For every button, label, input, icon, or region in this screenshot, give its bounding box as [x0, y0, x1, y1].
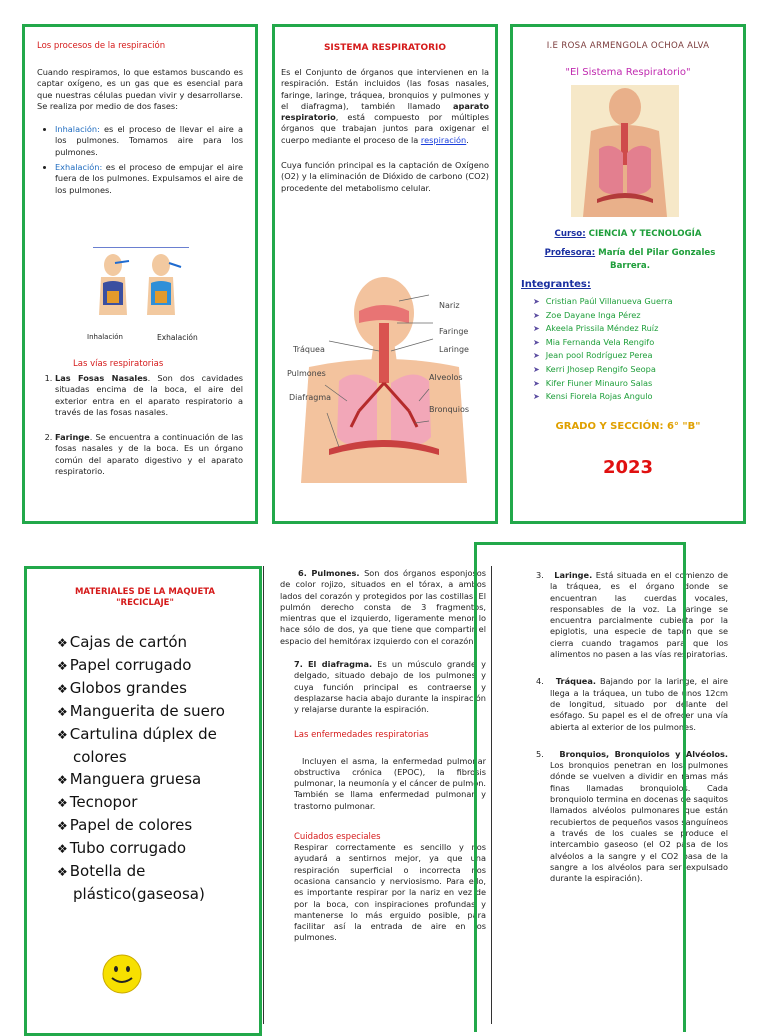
- processes-title: Los procesos de la respiración: [37, 41, 166, 51]
- member-item: ➤ Kensi Fiorela Rojas Angulo: [533, 391, 653, 402]
- item-trachea: 4. Tráquea. Bajando por la laringe, el aire llega a la tráquea, un tubo de unos 12cm de longitud, situado por delante del esófago. Su papel es el de ofrecer una vía abierta al exterior de los pulmones.: [536, 676, 728, 732]
- member-item: ➤ Jean pool Rodríguez Perea: [533, 350, 653, 361]
- airways-title: Las vías respiratorias: [73, 359, 164, 369]
- panel-respiration-processes: [22, 24, 258, 524]
- member-item: ➤ Kifer Fiuner Minauro Salas: [533, 377, 653, 388]
- panel-lungs-diseases: [280, 568, 486, 944]
- system-function: Cuya función principal es la captación de Oxígeno (O2) y la eliminación de Dióxido de carbono (CO2) procedente del metabolismo celular.: [281, 160, 489, 193]
- material-item: ❖ Cartulina dúplex de colores: [57, 725, 217, 766]
- item-lungs: 6. Pulmones. Son dos órganos esponjosos de color rojizo, situados en el tórax, a ambos lados del corazón y protegidos por las costillas. El pulmón derecho consta de 3 fragmentos, mientras que el izquierdo, ligeramente menor lo hace sólo de dos, ya que tiene que compartir el espacio del hemitórax izquierdo con el corazón.: [280, 568, 486, 646]
- label-larynx: Laringe: [439, 345, 469, 354]
- label-diaphragm: Diafragma: [289, 393, 332, 402]
- care-text: Respirar correctamente es sencillo y nos ayudará a sentirnos mejor, ya que una respiración superficial o incorrecta nos ocasiona cansancio y nerviosismo. Para ello, es importante respirar por la nariz en vez de por la boca, con inspiraciones profundas y mantenerse lo más erguido posible, para facilitar así la entrada de aire en los pulmones.: [294, 842, 486, 943]
- airways-list: [37, 373, 243, 477]
- materials-list: [57, 631, 257, 905]
- material-item: ❖ Manguera gruesa: [57, 770, 202, 788]
- label-trachea: Tráquea: [293, 345, 325, 354]
- phase-inhalation: • Inhalación: es el proceso de llevar el aire a los pulmones. Tomamos aire para los pulmones.: [55, 124, 243, 158]
- school-name: I.E ROSA ARMENGOLA OCHOA ALVA: [546, 41, 710, 51]
- panel-respiratory-system: [272, 24, 498, 524]
- cover-title: "El Sistema Respiratorio": [565, 67, 691, 78]
- item-bronchi: 5. Bronquios, Bronquiolos y Alvéolos. Los bronquios penetran en los pulmones dónde se vuelven a dividir en ramas más finas llamadas bronquiolos. Cada bronquiolo termina en docenas de saquitos llamados alvéolos pulmonares que están recubiertos de pequeños vasos sanguíneos a través de los cuales se produce el intercambio gaseoso (el O2 pasa de los alvéolos a la sangre y el CO2 pasa de la sangre a los alvéolos para ser expulsado durante la espiración).: [536, 748, 728, 884]
- cover-illustration: [571, 85, 679, 217]
- caption-inhalation: Inhalación: [87, 333, 123, 341]
- respiration-link[interactable]: respiración: [420, 134, 467, 145]
- label-bronchi: Bronquios: [429, 405, 469, 414]
- grade-section: GRADO Y SECCIÓN: 6° "B": [555, 421, 701, 432]
- member-item: ➤ Akeela Prissila Méndez Ruíz: [533, 323, 659, 334]
- material-item: ❖ Papel corrugado: [57, 656, 192, 674]
- material-item: ❖ Globos grandes: [57, 679, 187, 697]
- smiley-icon: [101, 953, 143, 995]
- diseases-text: Incluyen el asma, la enfermedad pulmonar obstructiva crónica (EPOC), la fibrosis pulmonar, la neumonía y el cáncer de pulmón. También se llama enfermedad pulmonar y trastorno pulmonar.: [294, 755, 486, 811]
- label-lungs: Pulmones: [287, 369, 326, 378]
- airway-nasal: 1. Las Fosas Nasales. Son dos cavidades situadas encima de la boca, el aire del exterior entra en el aparato respiratorio a través de las fosas nasales.: [55, 373, 243, 418]
- material-item: ❖ Manguerita de suero: [57, 702, 225, 720]
- member-item: ➤ Mia Fernanda Vela Rengifo: [533, 336, 655, 347]
- material-item: ❖ Tecnopor: [57, 793, 138, 811]
- phase-exhalation: • Exhalación: es el proceso de empujar el aire fuera de los pulmones. Expulsamos el aire de los pulmones.: [55, 162, 243, 196]
- members-label: Integrantes:: [521, 279, 591, 290]
- system-title: SISTEMA RESPIRATORIO: [323, 43, 447, 53]
- material-item: ❖ Tubo corrugado: [57, 839, 187, 857]
- care-title: Cuidados especiales: [294, 832, 381, 843]
- materials-title: MATERIALES DE LA MAQUETA "RECICLAJE": [74, 587, 216, 608]
- member-item: ➤ Cristian Paúl Villanueva Guerra: [533, 296, 673, 306]
- label-nose: Nariz: [439, 301, 460, 310]
- diseases-title: Las enfermedades respiratorias: [294, 729, 429, 740]
- members-list: [533, 295, 743, 404]
- breathing-illustration: [93, 247, 189, 317]
- airway-pharynx: 2. Faringe. Se encuentra a continuación de las fosas nasales y de la boca. Es un órgano común del aparato digestivo y el aparato respiratorio.: [55, 432, 243, 477]
- member-item: ➤ Kerri Jhosep Rengifo Seopa: [533, 363, 656, 374]
- material-item: ❖ Papel de colores: [57, 816, 193, 834]
- material-item: ❖ Botella de plástico(gaseosa): [57, 862, 205, 903]
- label-alveoli: Alveolos: [429, 373, 463, 382]
- item-diaphragm: 7. El diafragma. Es un músculo grande y delgado, situado debajo de los pulmones y cuya función principal es contraerse y desplazarse hacia abajo durante la inspiración y relajarse durante la espiración.: [294, 659, 486, 715]
- column-divider-left: [263, 566, 264, 1024]
- caption-exhalation: Exhalación: [157, 333, 198, 342]
- phases-list: [37, 124, 243, 196]
- panel-materials: [24, 566, 262, 1036]
- item-larynx: 3. Laringe. Está situada en el comienzo de la tráquea, es el órgano donde se encuentran las cuerdas vocales, responsables de la voz. La laringe se encuentra parcialmente cubierta por la epiglotis, una especie de tapón que se cierra cuando tragamos para que los alimentos no pasen a las vías respiratorias.: [536, 570, 728, 660]
- panel-cover: [510, 24, 746, 524]
- green-frame: [474, 542, 686, 1032]
- teacher-line: Profesora: María del Pilar Gonzales Barrera.: [544, 248, 716, 271]
- material-item: ❖ Cajas de cartón: [57, 633, 188, 651]
- processes-intro: Cuando respiramos, lo que estamos buscando es captar oxígeno, es un gas que es esencial para que nuestras células puedan vivir y desarrollarse. Se realiza por medio de dos fases:: [37, 67, 243, 111]
- member-item: ➤ Zoe Dayane Inga Pérez: [533, 309, 641, 320]
- year: 2023: [602, 457, 654, 478]
- label-pharynx: Faringe: [439, 327, 469, 336]
- course-line: Curso: CIENCIA Y TECNOLOGÍA: [554, 229, 702, 239]
- system-definition: Es el Conjunto de órganos que intervienen en la respiración. Están incluidos (las fosas nasales, faringe, laringe, tráquea, bronquios y pulmones y el diafragma), también llamado aparato respiratorio, está compuesto por múltiples órganos que trabajan juntos para oxigenar el cuerpo mediante el proceso de la respiración.: [281, 67, 489, 145]
